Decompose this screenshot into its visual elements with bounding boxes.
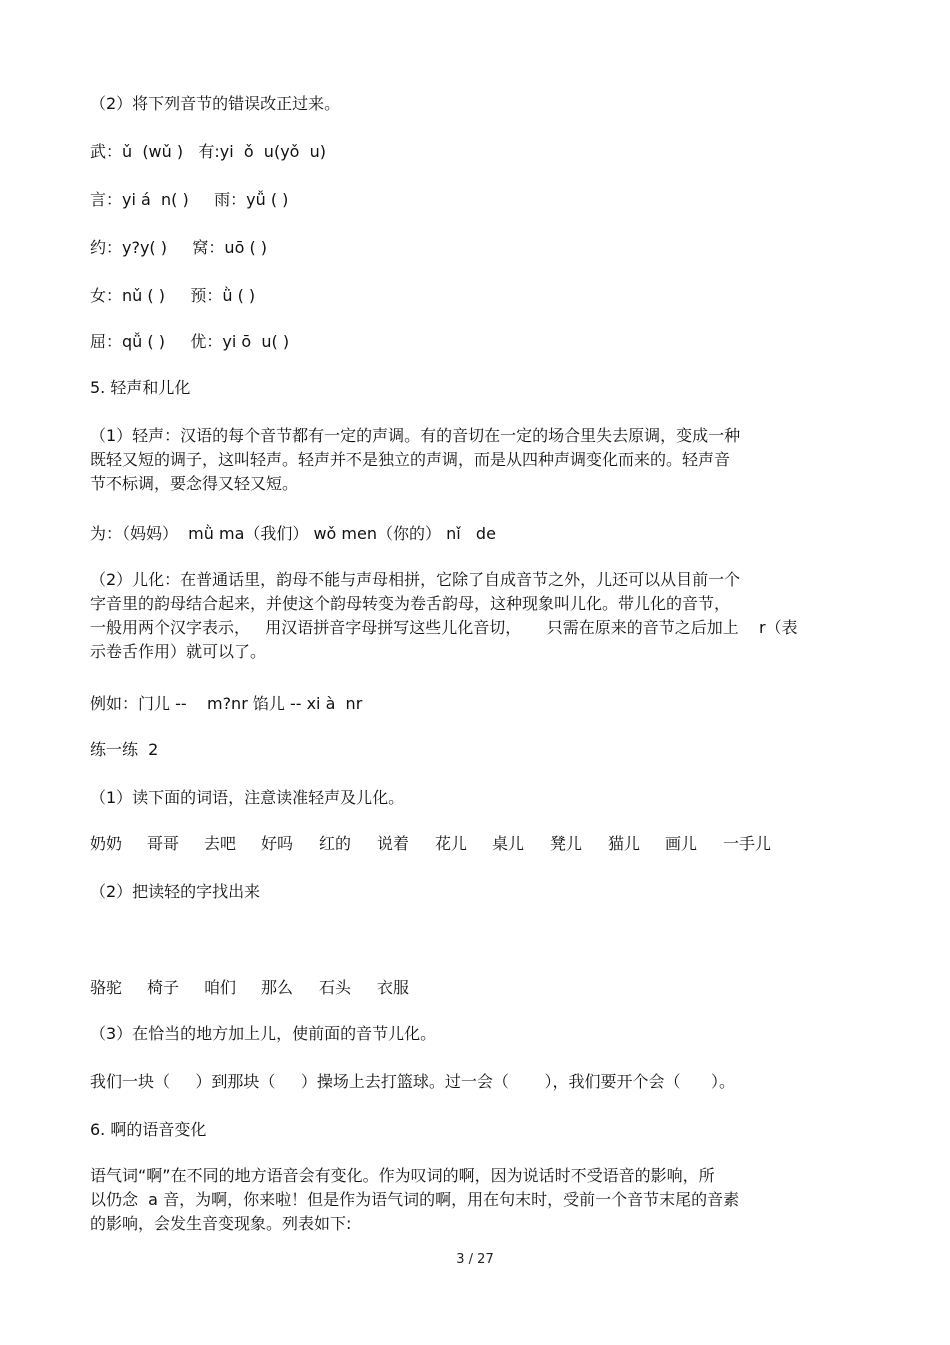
paragraph-line: 语气词“啊”在不同的地方语音会有变化。作为叹词的啊，因为说话时不受语音的影响，所	[90, 1166, 715, 1185]
paragraph-line: （2）儿化：在普通话里，韵母不能与声母相拼，它除了自成音节之外，儿还可以从目前一个	[90, 570, 741, 589]
word-item: 石头	[319, 978, 352, 997]
word-item: 衣服	[377, 978, 410, 997]
paragraph-line: 以仍念 a 音，为啊，你来啦！但是作为语气词的啊，用在句末时，受前一个音节末尾的音素	[90, 1190, 740, 1209]
practice-heading-2: 练一练 2	[90, 740, 159, 759]
section-heading-6: 6. 啊的语音变化	[90, 1120, 207, 1139]
word-item: 凳儿	[550, 834, 583, 853]
word-item: 那么	[261, 978, 294, 997]
word-item: 花儿	[435, 834, 468, 853]
paragraph-line: 节不标调，要念得又轻又短。	[90, 474, 299, 493]
word-item: 一手儿	[723, 834, 772, 853]
word-item: 猫儿	[608, 834, 641, 853]
word-item: 桌儿	[492, 834, 525, 853]
paragraph-line: （1）轻声：汉语的每个音节都有一定的声调。有的音切在一定的场合里失去原调，变成一种	[90, 426, 741, 445]
page-number: 3 / 27	[456, 1252, 494, 1267]
practice-item-1: （1）读下面的词语，注意读准轻声及儿化。	[90, 788, 405, 807]
practice-item-3: （3）在恰当的地方加上儿，使前面的音节儿化。	[90, 1024, 437, 1043]
word-item: 椅子	[147, 978, 180, 997]
paragraph-line: 的影响，会发生音变现象。列表如下:	[90, 1214, 352, 1233]
paragraph-line: 字音里的韵母结合起来，并使这个韵母转变为卷舌韵母，这种现象叫儿化。带儿化的音节，	[90, 594, 731, 613]
word-item: 说着	[377, 834, 410, 853]
word-list-2	[90, 976, 430, 1000]
word-item: 咱们	[204, 978, 237, 997]
word-item: 好吗	[261, 834, 294, 853]
word-list-1	[90, 832, 790, 856]
word-item: 骆驼	[90, 978, 123, 997]
word-item: 哥哥	[147, 834, 180, 853]
syllable-line-5: 屈：qǚ ( ) 优：yi ō u( )	[90, 332, 290, 351]
word-item: 奶奶	[90, 834, 123, 853]
syllable-line-1: 武：ǔ (wǔ ) 有:yi ǒ u(yǒ u)	[90, 142, 327, 161]
section-heading-5: 5. 轻声和儿化	[90, 378, 191, 397]
paragraph-line: 既轻又短的调子，这叫轻声。轻声并不是独立的声调，而是从四种声调变化而来的。轻声音	[90, 450, 731, 469]
word-item: 去吧	[204, 834, 237, 853]
practice-item-2: （2）把读轻的字找出来	[90, 882, 261, 901]
fill-in-sentence: 我们一块（ ）到那块（ ）操场上去打篮球。过一会（ ），我们要开个会（ ）。	[90, 1072, 735, 1091]
syllable-line-2: 言：yi á n( ) 雨：yǚ ( )	[90, 190, 289, 209]
erhua-example: 例如：门儿 -- m?nr 馅儿 -- xi à nr	[90, 694, 363, 713]
syllable-line-3: 约：y?y( ) 窝：uō ( )	[90, 238, 268, 257]
neutral-tone-example: 为：（妈妈） mǜ ma（我们） wǒ men（你的） nǐ de	[90, 524, 496, 543]
syllable-line-4: 女：nǔ ( ) 预：ǜ ( )	[90, 286, 256, 305]
paragraph-a-sound-change	[90, 1164, 870, 1236]
paragraph-erhua	[90, 568, 870, 664]
word-item: 画儿	[665, 834, 698, 853]
paragraph-line: 示卷舌作用）就可以了。	[90, 642, 267, 661]
paragraph-line: 一般用两个汉字表示， 用汉语拼音字母拼写这些儿化音切， 只需在原来的音节之后加上 r（表	[90, 618, 798, 637]
exercise-heading-correct-syllables: （2）将下列音节的错误改正过来。	[90, 94, 341, 113]
word-item: 红的	[319, 834, 352, 853]
paragraph-neutral-tone	[90, 424, 870, 496]
